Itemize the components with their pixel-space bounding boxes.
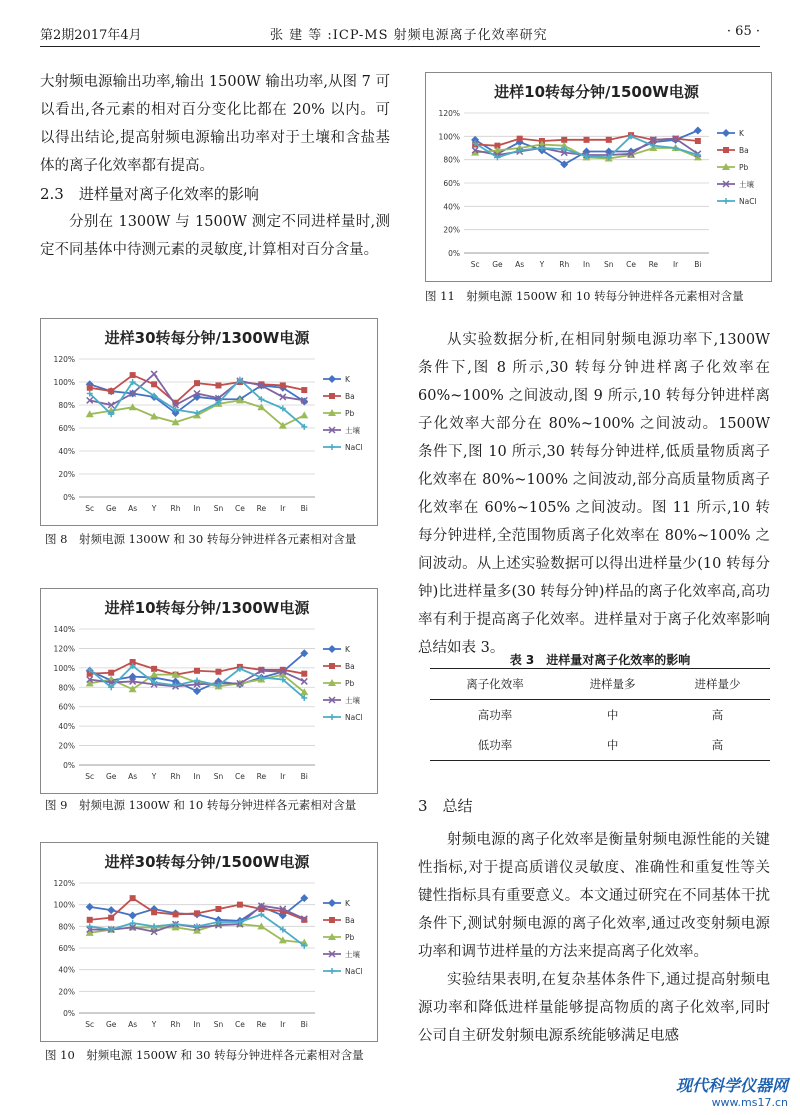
chart-fig8-svg (41, 319, 377, 525)
x-tick-label: In (583, 260, 590, 269)
y-tick-label: 120% (438, 109, 460, 118)
table-cell: 低功率 (430, 730, 560, 761)
paragraph: 实验结果表明,在复杂基体条件下,通过提高射频电源功率和降低进样量能够提高物质的离子化效率,同时公司自主研发射频电源系统能够满足电感 (418, 972, 770, 1044)
x-tick-label: As (128, 1020, 138, 1029)
legend-label: NaCl (345, 967, 363, 976)
legend-label: K (345, 645, 350, 654)
y-tick-label: 0% (63, 493, 75, 502)
y-tick-label: 120% (53, 355, 75, 364)
x-tick-label: Sc (470, 260, 480, 269)
x-tick-label: Bi (300, 504, 308, 513)
y-tick-label: 100% (53, 663, 75, 673)
legend-label: Ba (345, 662, 355, 671)
x-tick-label: Ir (280, 772, 286, 781)
x-tick-label: Ce (234, 504, 245, 513)
y-tick-label: 40% (58, 722, 75, 732)
y-tick-label: 80% (58, 401, 75, 410)
Ba-marker (108, 670, 114, 676)
legend-label: NaCl (345, 443, 363, 452)
legend-label: K (345, 899, 350, 908)
site-watermark (676, 1073, 788, 1109)
chart-title: 进样10转每分钟/1500W电源 (494, 83, 699, 101)
Ba-marker (301, 671, 307, 677)
legend-label: Pb (345, 409, 355, 418)
y-tick-label: 20% (58, 987, 75, 997)
y-tick-label: 120% (53, 879, 75, 888)
x-tick-label: Ir (280, 1020, 286, 1029)
paragraph: 射频电源的离子化效率是衡量射频电源性能的关键性指标,对于提高质谱仪灵敏度、准确性和重复性等关键性指标具有重要意义。本文通过研究在不同基体干扰条件下,测试射频电源的离子化效率,通过改变射频电源功率和调节进样量的方法来提高离子化效率。 (418, 832, 770, 960)
y-tick-label: 140% (53, 625, 75, 634)
caption-fig8: 图 8 射频电源 1300W 和 30 转每分钟进样各元素相对含量 (45, 532, 357, 546)
table-cell: 高 (665, 730, 770, 761)
x-tick-label: Rh (170, 772, 181, 781)
paragraph: 大射频电源输出功率,输出 1500W 输出功率,从图 7 可以看出,各元素的相对百分变化比都在 20% 以内。可以得出结论,提高射频电源输出功率对于土壤和含盐基体的离子化效率都有提高。 (40, 74, 390, 174)
Ba-marker (215, 382, 221, 388)
chart-title: 进样30转每分钟/1500W电源 (104, 853, 310, 871)
legend-label: Ba (739, 146, 749, 155)
Ba-marker (215, 669, 221, 675)
legend-label: Pb (739, 163, 749, 172)
x-tick-label: Re (648, 260, 659, 269)
x-tick-label: Sc (85, 504, 95, 513)
header-rule (40, 46, 760, 47)
x-tick-label: Rh (170, 1020, 181, 1029)
chart-fig8 (40, 318, 378, 526)
x-tick-label: Sc (85, 1020, 95, 1029)
Ba-marker (215, 906, 221, 912)
Pb-marker (129, 403, 137, 410)
chart-fig9 (40, 588, 378, 794)
table-cell: 高 (711, 708, 724, 722)
legend-label: 土壤 (345, 950, 360, 959)
K-marker (107, 906, 115, 914)
x-tick-label: Bi (694, 260, 702, 269)
Ba-marker (108, 915, 114, 921)
y-tick-label: 60% (443, 179, 460, 188)
caption-fig11: 图 11 射频电源 1500W 和 10 转每分钟进样各元素相对含量 (425, 289, 744, 303)
table-cell: 中 (560, 730, 665, 761)
x-tick-label: Sn (213, 504, 224, 513)
y-tick-label: 40% (443, 202, 460, 212)
K-marker (722, 129, 730, 137)
Ba-marker (329, 393, 335, 399)
watermark-name: 现代科学仪器网 (675, 1076, 788, 1095)
table-row (430, 730, 770, 761)
chart-fig9-svg (41, 589, 377, 793)
caption-fig9: 图 9 射频电源 1300W 和 10 转每分钟进样各元素相对含量 (45, 798, 357, 812)
y-tick-label: 100% (53, 378, 75, 387)
x-tick-label: Rh (559, 260, 570, 269)
x-tick-label: Y (151, 504, 157, 513)
running-header (40, 20, 760, 42)
K-marker (328, 375, 336, 383)
table-cell: 中 (606, 708, 619, 722)
Ba-marker (87, 385, 93, 391)
K-marker (193, 687, 201, 695)
Ba-marker (606, 137, 612, 143)
table-3 (430, 668, 770, 761)
Ba-marker (151, 381, 157, 387)
x-tick-label: Bi (300, 772, 308, 781)
x-tick-label: Ce (234, 772, 245, 781)
legend-label: 土壤 (739, 180, 754, 189)
y-tick-label: 0% (63, 761, 75, 770)
Ba-marker (108, 388, 114, 394)
table-header: 离子化效率 (430, 669, 560, 700)
section-heading-3: 3 总结 (418, 797, 473, 815)
paragraph: 从实验数据分析,在相同射频电源功率下,1300W 条件下,图 8 所示,30 转每分钟进样离子化效率在 60%~100% 之间波动,图 9 所示,10 转每分钟进样离子化效率大部分在 80%~100% 之间波动。1500W 条件下,图 10 所示,30 转每分钟进样,低质量物质离子化效率在 80%~100% 之间波动,部分高质量物质离子化效率在 60%~105% 之间波动。图 11 所示,10 转每分钟进样,全范围物质离子化效率在 80%~100% 之间波动。从上述实验数据可以得出进样量少(10 转每分钟)比进样量多(30 转每分钟)样品的离子化效率高,高功率有利于提高离子化效率。进样量对于离子化效率影响总结如表 3。 (418, 332, 770, 656)
y-tick-label: 0% (448, 249, 460, 258)
y-tick-label: 80% (443, 155, 460, 165)
table-3-title: 表 3 进样量对离子化效率的影响 (509, 653, 691, 667)
watermark-url: www.ms17.cn (711, 1096, 788, 1109)
legend-label: K (739, 129, 744, 138)
issue-date: 第2期2017年4月 (40, 28, 142, 43)
K-marker (129, 912, 137, 920)
x-tick-label: Sc (85, 772, 95, 781)
legend-label: 土壤 (345, 426, 360, 435)
table-header: 进样量多 (560, 669, 665, 700)
section-3-block (418, 792, 770, 1050)
legend-label: K (345, 375, 350, 384)
y-tick-label: 40% (58, 447, 75, 456)
K-marker (328, 899, 336, 907)
y-tick-label: 100% (53, 900, 75, 910)
y-tick-label: 20% (443, 225, 460, 235)
legend-label: 土壤 (345, 696, 360, 705)
paragraph: 分别在 1300W 与 1500W 测定不同进样量时,测定不同基体中待测元素的灵敏度,计算相对百分含量。 (40, 214, 390, 258)
table-cell: 高功率 (477, 708, 513, 722)
y-tick-label: 0% (63, 1009, 75, 1018)
x-tick-label: Y (151, 772, 157, 781)
legend-label: Ba (345, 392, 355, 401)
K-marker (328, 645, 336, 653)
table-header-row (430, 669, 770, 700)
y-tick-label: 60% (58, 424, 75, 433)
legend-label: Ba (345, 916, 355, 925)
x-tick-label: Bi (300, 1020, 308, 1029)
y-tick-label: 60% (58, 944, 75, 953)
x-tick-label: As (128, 504, 138, 513)
legend-label: Pb (345, 933, 355, 942)
x-tick-label: Ge (105, 504, 117, 513)
x-tick-label: Ge (105, 1020, 117, 1029)
right-column-text (418, 326, 770, 662)
x-tick-label: Sn (213, 772, 224, 781)
x-tick-label: Re (256, 504, 267, 513)
table-row (430, 700, 770, 731)
section-heading-2-3: 2.3 进样量对离子化效率的影响 (40, 185, 259, 203)
Ba-marker (237, 902, 243, 908)
Ba-marker (695, 138, 701, 144)
y-tick-label: 120% (53, 644, 75, 654)
chart-title: 进样30转每分钟/1300W电源 (104, 329, 310, 347)
x-tick-label: Re (256, 772, 267, 781)
legend-label: Pb (345, 679, 355, 688)
Ba-marker (130, 895, 136, 901)
Ba-marker (194, 668, 200, 674)
Ba-marker (173, 911, 179, 917)
y-tick-label: 100% (438, 132, 460, 142)
Ba-marker (517, 136, 523, 142)
chart-fig10-svg (41, 843, 377, 1041)
Ba-marker (301, 387, 307, 393)
x-tick-label: Ge (105, 772, 117, 781)
x-tick-label: Ge (492, 260, 503, 269)
Ba-marker (723, 147, 729, 153)
Ba-marker (329, 917, 335, 923)
x-tick-label: Ir (672, 260, 679, 269)
x-tick-label: Ce (234, 1020, 245, 1029)
y-tick-label: 20% (58, 470, 75, 479)
y-tick-label: 20% (58, 741, 75, 751)
caption-fig10: 图 10 射频电源 1500W 和 30 转每分钟进样各元素相对含量 (45, 1048, 364, 1062)
left-column-text (40, 68, 390, 264)
chart-fig11-svg (426, 73, 771, 281)
Ba-marker (87, 917, 93, 923)
x-tick-label: Sn (213, 1020, 224, 1029)
Ba-marker (151, 909, 157, 915)
x-tick-label: As (128, 772, 138, 781)
Ba-marker (584, 137, 590, 143)
chart-title: 进样10转每分钟/1300W电源 (104, 599, 310, 617)
x-tick-label: Y (539, 260, 545, 269)
y-tick-label: 80% (58, 922, 75, 932)
x-tick-label: In (193, 1020, 201, 1029)
x-tick-label: As (515, 260, 525, 269)
x-tick-label: Ce (626, 260, 636, 269)
Ba-marker (280, 382, 286, 388)
legend-label: NaCl (345, 713, 363, 722)
x-tick-label: In (193, 504, 201, 513)
chart-fig10 (40, 842, 378, 1042)
table-header: 进样量少 (665, 669, 770, 700)
y-tick-label: 80% (58, 683, 75, 693)
chart-fig11 (425, 72, 772, 282)
page-number: · 65 · (726, 24, 760, 39)
Ba-marker (130, 372, 136, 378)
y-tick-label: 40% (58, 965, 75, 975)
x-tick-label: Re (256, 1020, 267, 1029)
x-tick-label: Y (151, 1020, 157, 1029)
K-marker (694, 127, 702, 135)
y-tick-label: 60% (58, 702, 75, 712)
K-marker (86, 903, 94, 911)
Ba-marker (194, 380, 200, 386)
x-tick-label: Sn (604, 260, 614, 269)
running-title: 张 建 等 :ICP-MS 射频电源离子化效率研究 (270, 28, 548, 43)
Pb-marker (300, 411, 308, 418)
Ba-marker (194, 910, 200, 916)
legend-label: NaCl (739, 197, 757, 206)
x-tick-label: Rh (170, 504, 181, 513)
Ba-marker (329, 663, 335, 669)
x-tick-label: Ir (280, 504, 286, 513)
x-tick-label: In (193, 772, 201, 781)
